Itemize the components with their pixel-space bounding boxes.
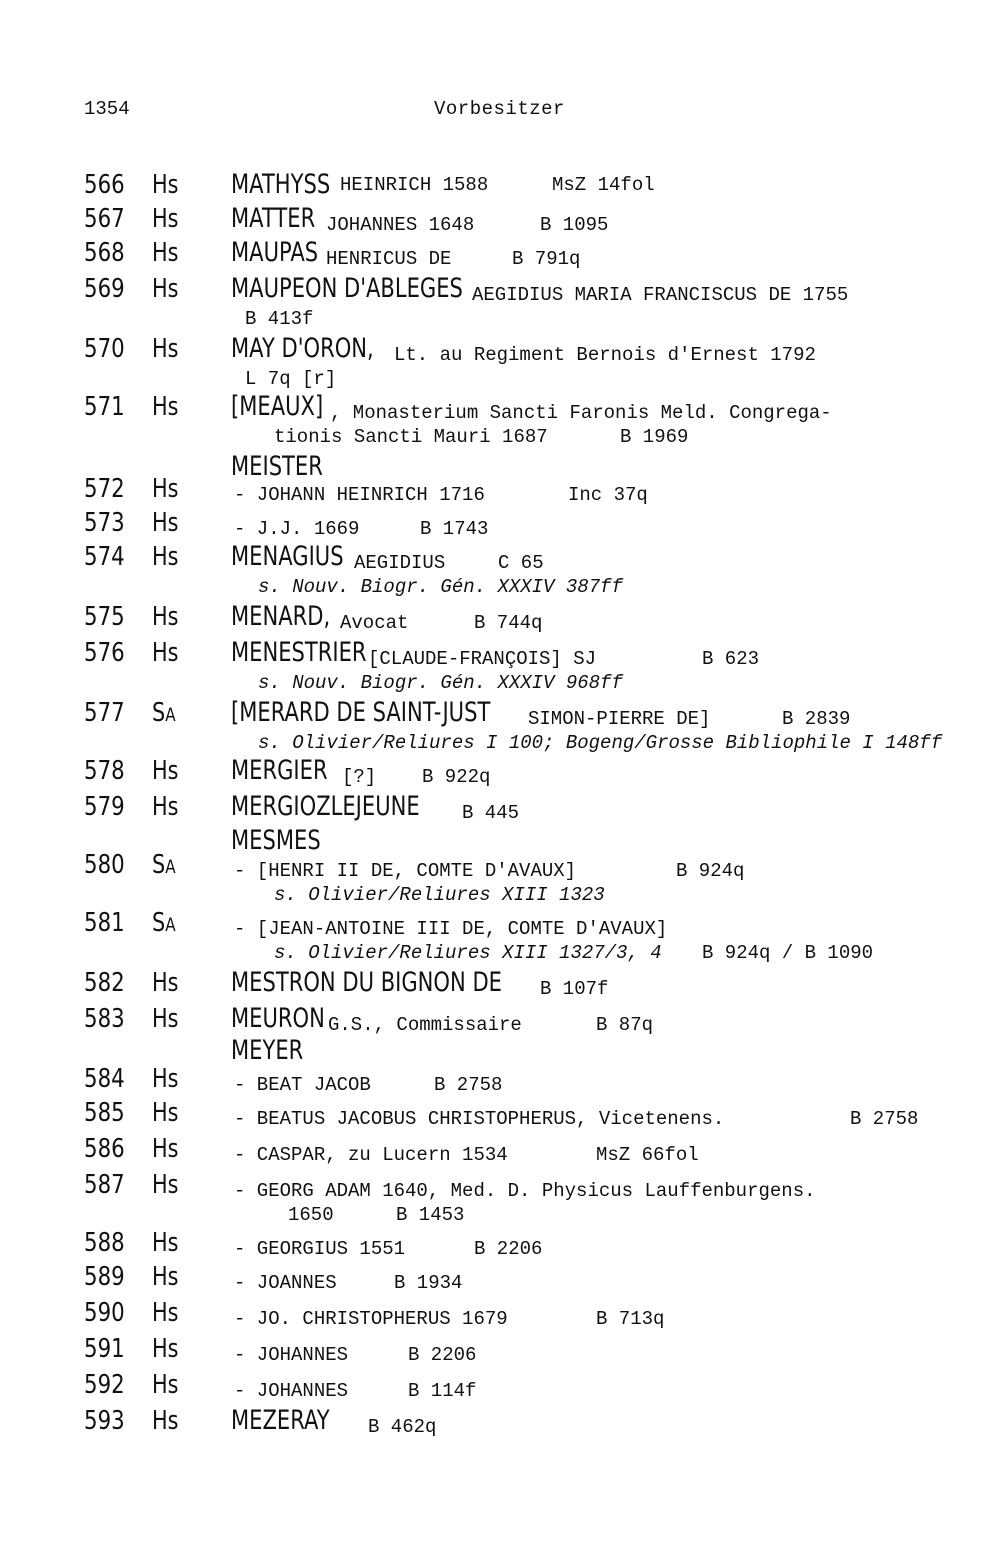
entry-code: Hs [152,1228,179,1258]
entry-text: - BEATUS JACOBUS CHRISTOPHERUS, Vicetenens. [234,1108,725,1130]
entry-shelfmark: MsZ 66fol [596,1144,699,1166]
entry-number: 584 [84,1064,125,1094]
entry-text: - JOHANNES [234,1344,349,1366]
entry-code: Hs [152,542,179,572]
entry-code: Hs [152,170,179,200]
entry-number: 591 [84,1334,125,1364]
entry-number: 581 [84,908,125,938]
entry-text: - J.J. 1669 [234,518,360,540]
entry-name: MENAGIUS [231,541,344,572]
entry-shelfmark: B 791q [512,248,581,270]
entry-text: Avocat [340,612,409,634]
entry-code: Hs [152,638,179,668]
entry-text: - [HENRI II DE, COMTE D'AVAUX] [234,860,577,882]
entry-name: MATHYSS [231,169,331,200]
entry-text: - JOANNES [234,1272,337,1294]
entry-shelfmark: B 1934 [394,1272,463,1294]
entry-continuation: 1650 [288,1204,334,1226]
entry-shelfmark: B 924q [676,860,745,882]
entry-number: 575 [84,602,125,632]
entry-number: 574 [84,542,125,572]
page-title: Vorbesitzer [434,98,565,120]
entry-shelfmark: B 2758 [850,1108,919,1130]
entry-code: SA [152,698,176,728]
entry-continuation: s. Nouv. Biogr. Gén. XXXIV 968ff [258,672,623,694]
entry-text: - JOHANNES [234,1380,349,1402]
entry-code: Hs [152,1262,179,1292]
entry-continuation: B 413f [245,308,314,330]
entry-number: 589 [84,1262,125,1292]
entry-number: 579 [84,792,125,822]
entry-code: Hs [152,1298,179,1328]
entry-number: 577 [84,698,125,728]
entry-shelfmark: B 2206 [408,1344,477,1366]
entry-code: Hs [152,792,179,822]
entry-code: Hs [152,756,179,786]
entry-code: Hs [152,474,179,504]
entry-number: 571 [84,392,125,422]
entry-text: [?] [342,766,377,788]
entry-code: Hs [152,1334,179,1364]
entry-code: Hs [152,968,179,998]
entry-text: - GEORGIUS 1551 [234,1238,406,1260]
entry-shelfmark: B 2758 [434,1074,503,1096]
entry-number: 569 [84,274,125,304]
entry-code: SA [152,908,176,938]
entry-text: G.S., Commissaire [328,1014,522,1036]
entry-text: Lt. au Regiment Bernois d'Ernest 1792 [394,344,816,366]
entry-name: MENARD, [231,601,331,632]
entry-text: SIMON-PIERRE DE] [528,708,711,730]
entry-shelfmark: B 1095 [540,214,609,236]
entry-number: 583 [84,1004,125,1034]
entry-code: Hs [152,392,179,422]
entry-code: Hs [152,1170,179,1200]
entry-code: Hs [152,204,179,234]
entry-shelfmark: B 924q / B 1090 [702,942,874,964]
entry-number: 592 [84,1370,125,1400]
entry-number: 568 [84,238,125,268]
entry-number: 586 [84,1134,125,1164]
entry-code: Hs [152,1406,179,1436]
entry-code: Hs [152,1370,179,1400]
entry-text: [CLAUDE-FRANÇOIS] SJ [368,648,597,670]
entry-name: MAY D'ORON, [231,333,374,364]
entry-shelfmark: B 1453 [396,1204,465,1226]
entry-text: HEINRICH 1588 [340,174,489,196]
entry-number: 582 [84,968,125,998]
entry-continuation: L 7q [r] [245,368,337,390]
entry-number: 588 [84,1228,125,1258]
page-number: 1354 [84,98,130,120]
entry-code: Hs [152,508,179,538]
entry-code: SA [152,850,176,880]
entry-number: 570 [84,334,125,364]
entry-name: MERGIER [231,755,328,786]
entry-number: 590 [84,1298,125,1328]
entry-continuation: s. Olivier/Reliures XIII 1323 [274,884,605,906]
entry-name: MAUPAS [231,237,319,268]
entry-shelfmark: B 114f [408,1380,477,1402]
entry-name: MERGIOZLEJEUNE [231,791,420,822]
entry-text: - JOHANN HEINRICH 1716 [234,484,485,506]
entry-text: , Monasterium Sancti Faronis Meld. Congrega- [330,402,832,424]
entry-shelfmark: B 1969 [620,426,689,448]
entry-text: AEGIDIUS MARIA FRANCISCUS DE 1755 [472,284,849,306]
entry-code: Hs [152,274,179,304]
entry-code: Hs [152,1064,179,1094]
entry-continuation: s. Nouv. Biogr. Gén. XXXIV 387ff [258,576,623,598]
entry-shelfmark: B 744q [474,612,543,634]
entry-text: HENRICUS DE [326,248,452,270]
entry-code: Hs [152,602,179,632]
entry-text: AEGIDIUS [354,552,446,574]
group-heading-mesmes: MESMES [231,825,321,856]
entry-shelfmark: Inc 37q [568,484,648,506]
entry-text: - CASPAR, zu Lucern 1534 [234,1144,508,1166]
entry-code: Hs [152,334,179,364]
entry-code: Hs [152,1004,179,1034]
entry-shelfmark: C 65 [498,552,544,574]
entry-shelfmark: B 2206 [474,1238,543,1260]
entry-shelfmark: B 922q [422,766,491,788]
entry-number: 573 [84,508,125,538]
entry-name: MEZERAY [231,1405,330,1436]
entry-shelfmark: B 1743 [420,518,489,540]
entry-number: 572 [84,474,125,504]
entry-code: Hs [152,1098,179,1128]
entry-number: 587 [84,1170,125,1200]
entry-name: MATTER [231,203,316,234]
entry-number: 585 [84,1098,125,1128]
entry-text: - BEAT JACOB [234,1074,371,1096]
entry-shelfmark: B 107f [540,978,609,1000]
entry-continuation: s. Olivier/Reliures XIII 1327/3, 4 [274,942,662,964]
entry-shelfmark: B 713q [596,1308,665,1330]
entry-name: [MEAUX] [231,391,324,422]
entry-number: 567 [84,204,125,234]
entry-shelfmark: B 462q [368,1416,437,1438]
entry-shelfmark: B 87q [596,1014,654,1036]
entry-name: MAUPEON D'ABLEGES [231,273,463,304]
entry-shelfmark: B 445 [462,802,520,824]
entry-name: MESTRON DU BIGNON DE [231,967,502,998]
entry-name: MEURON [231,1003,325,1034]
entry-continuation: s. Olivier/Reliures I 100; Bogeng/Grosse Bibliophile I 148ff [258,732,943,754]
entry-text: - [JEAN-ANTOINE III DE, COMTE D'AVAUX] [234,918,668,940]
entry-number: 593 [84,1406,125,1436]
entry-number: 580 [84,850,125,880]
entry-shelfmark: MsZ 14fol [552,174,655,196]
entry-text: - GEORG ADAM 1640, Med. D. Physicus Lauffenburgens. [234,1180,816,1202]
entry-number: 576 [84,638,125,668]
entry-shelfmark: B 2839 [782,708,851,730]
entry-name: MENESTRIER [231,637,367,668]
entry-shelfmark: B 623 [702,648,760,670]
entry-text: - JO. CHRISTOPHERUS 1679 [234,1308,508,1330]
group-heading-meyer: MEYER [231,1035,304,1066]
group-heading-meister: MEISTER [231,451,323,482]
entry-number: 566 [84,170,125,200]
entry-code: Hs [152,238,179,268]
entry-number: 578 [84,756,125,786]
entry-text: JOHANNES 1648 [326,214,475,236]
entry-name: [MERARD DE SAINT-JUST [231,697,491,728]
entry-continuation: tionis Sancti Mauri 1687 [274,426,548,448]
entry-code: Hs [152,1134,179,1164]
